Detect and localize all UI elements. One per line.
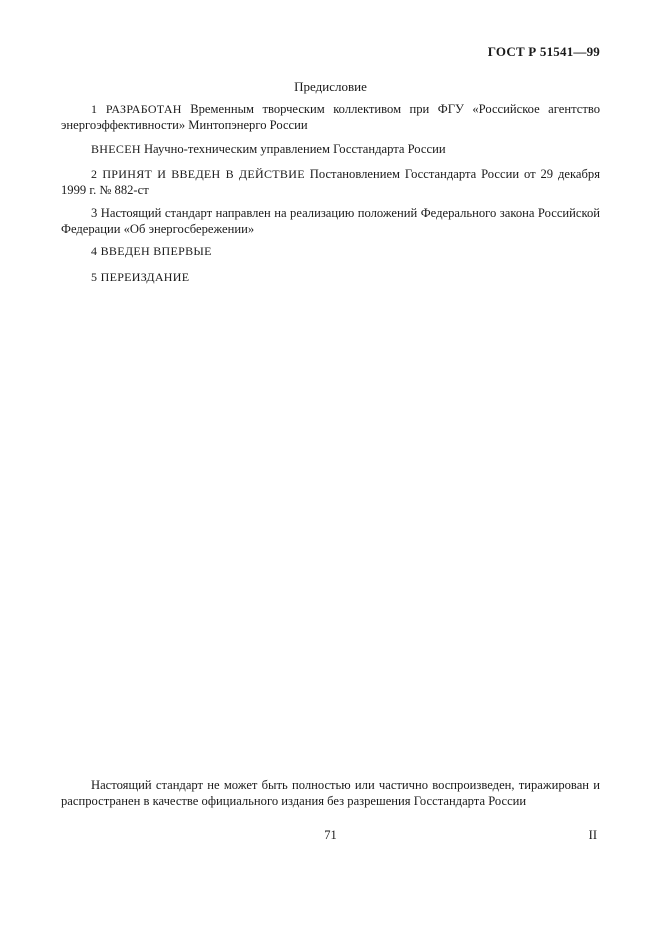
preface-item-3 xyxy=(61,206,600,237)
item-2-label: 2 ПРИНЯТ И ВВЕДЕН В ДЕЙСТВИЕ xyxy=(91,167,305,181)
item-1-text: Временным творческим коллективом при ФГУ «Российское агентство энергоэффективности» Минтопэнерго России xyxy=(61,102,600,132)
document-code: ГОСТ Р 51541—99 xyxy=(487,44,600,59)
roman-page-number: II xyxy=(588,828,597,842)
item-2-text: Постановлением Госстандарта России от 29 декабря 1999 г. № 882-ст xyxy=(61,167,600,197)
preface-item-5 xyxy=(61,270,600,286)
copyright-notice: Настоящий стандарт не может быть полностью или частично воспроизведен, тиражирован и распространен в качестве официального издания без разрешения Госстандарта России xyxy=(61,778,600,808)
preface-item-2 xyxy=(61,167,600,198)
item-3-text: 3 Настоящий стандарт направлен на реализацию положений Федерального закона Российской Федерации «Об энергосбережении» xyxy=(61,206,600,236)
preface-item-1 xyxy=(61,102,600,133)
preface-title: Предисловие xyxy=(294,79,367,94)
preface-item-1b xyxy=(61,142,600,158)
item-1-label: 1 РАЗРАБОТАН xyxy=(91,102,182,116)
item-5-label: 5 ПЕРЕИЗДАНИЕ xyxy=(91,270,190,284)
page-number: 71 xyxy=(324,828,337,842)
item-1b-label: ВНЕСЕН xyxy=(91,142,141,156)
preface-item-4 xyxy=(61,244,600,260)
item-1b-text: Научно-техническим управлением Госстандарта России xyxy=(140,142,446,156)
item-4-label: 4 ВВЕДЕН ВПЕРВЫЕ xyxy=(91,244,212,258)
